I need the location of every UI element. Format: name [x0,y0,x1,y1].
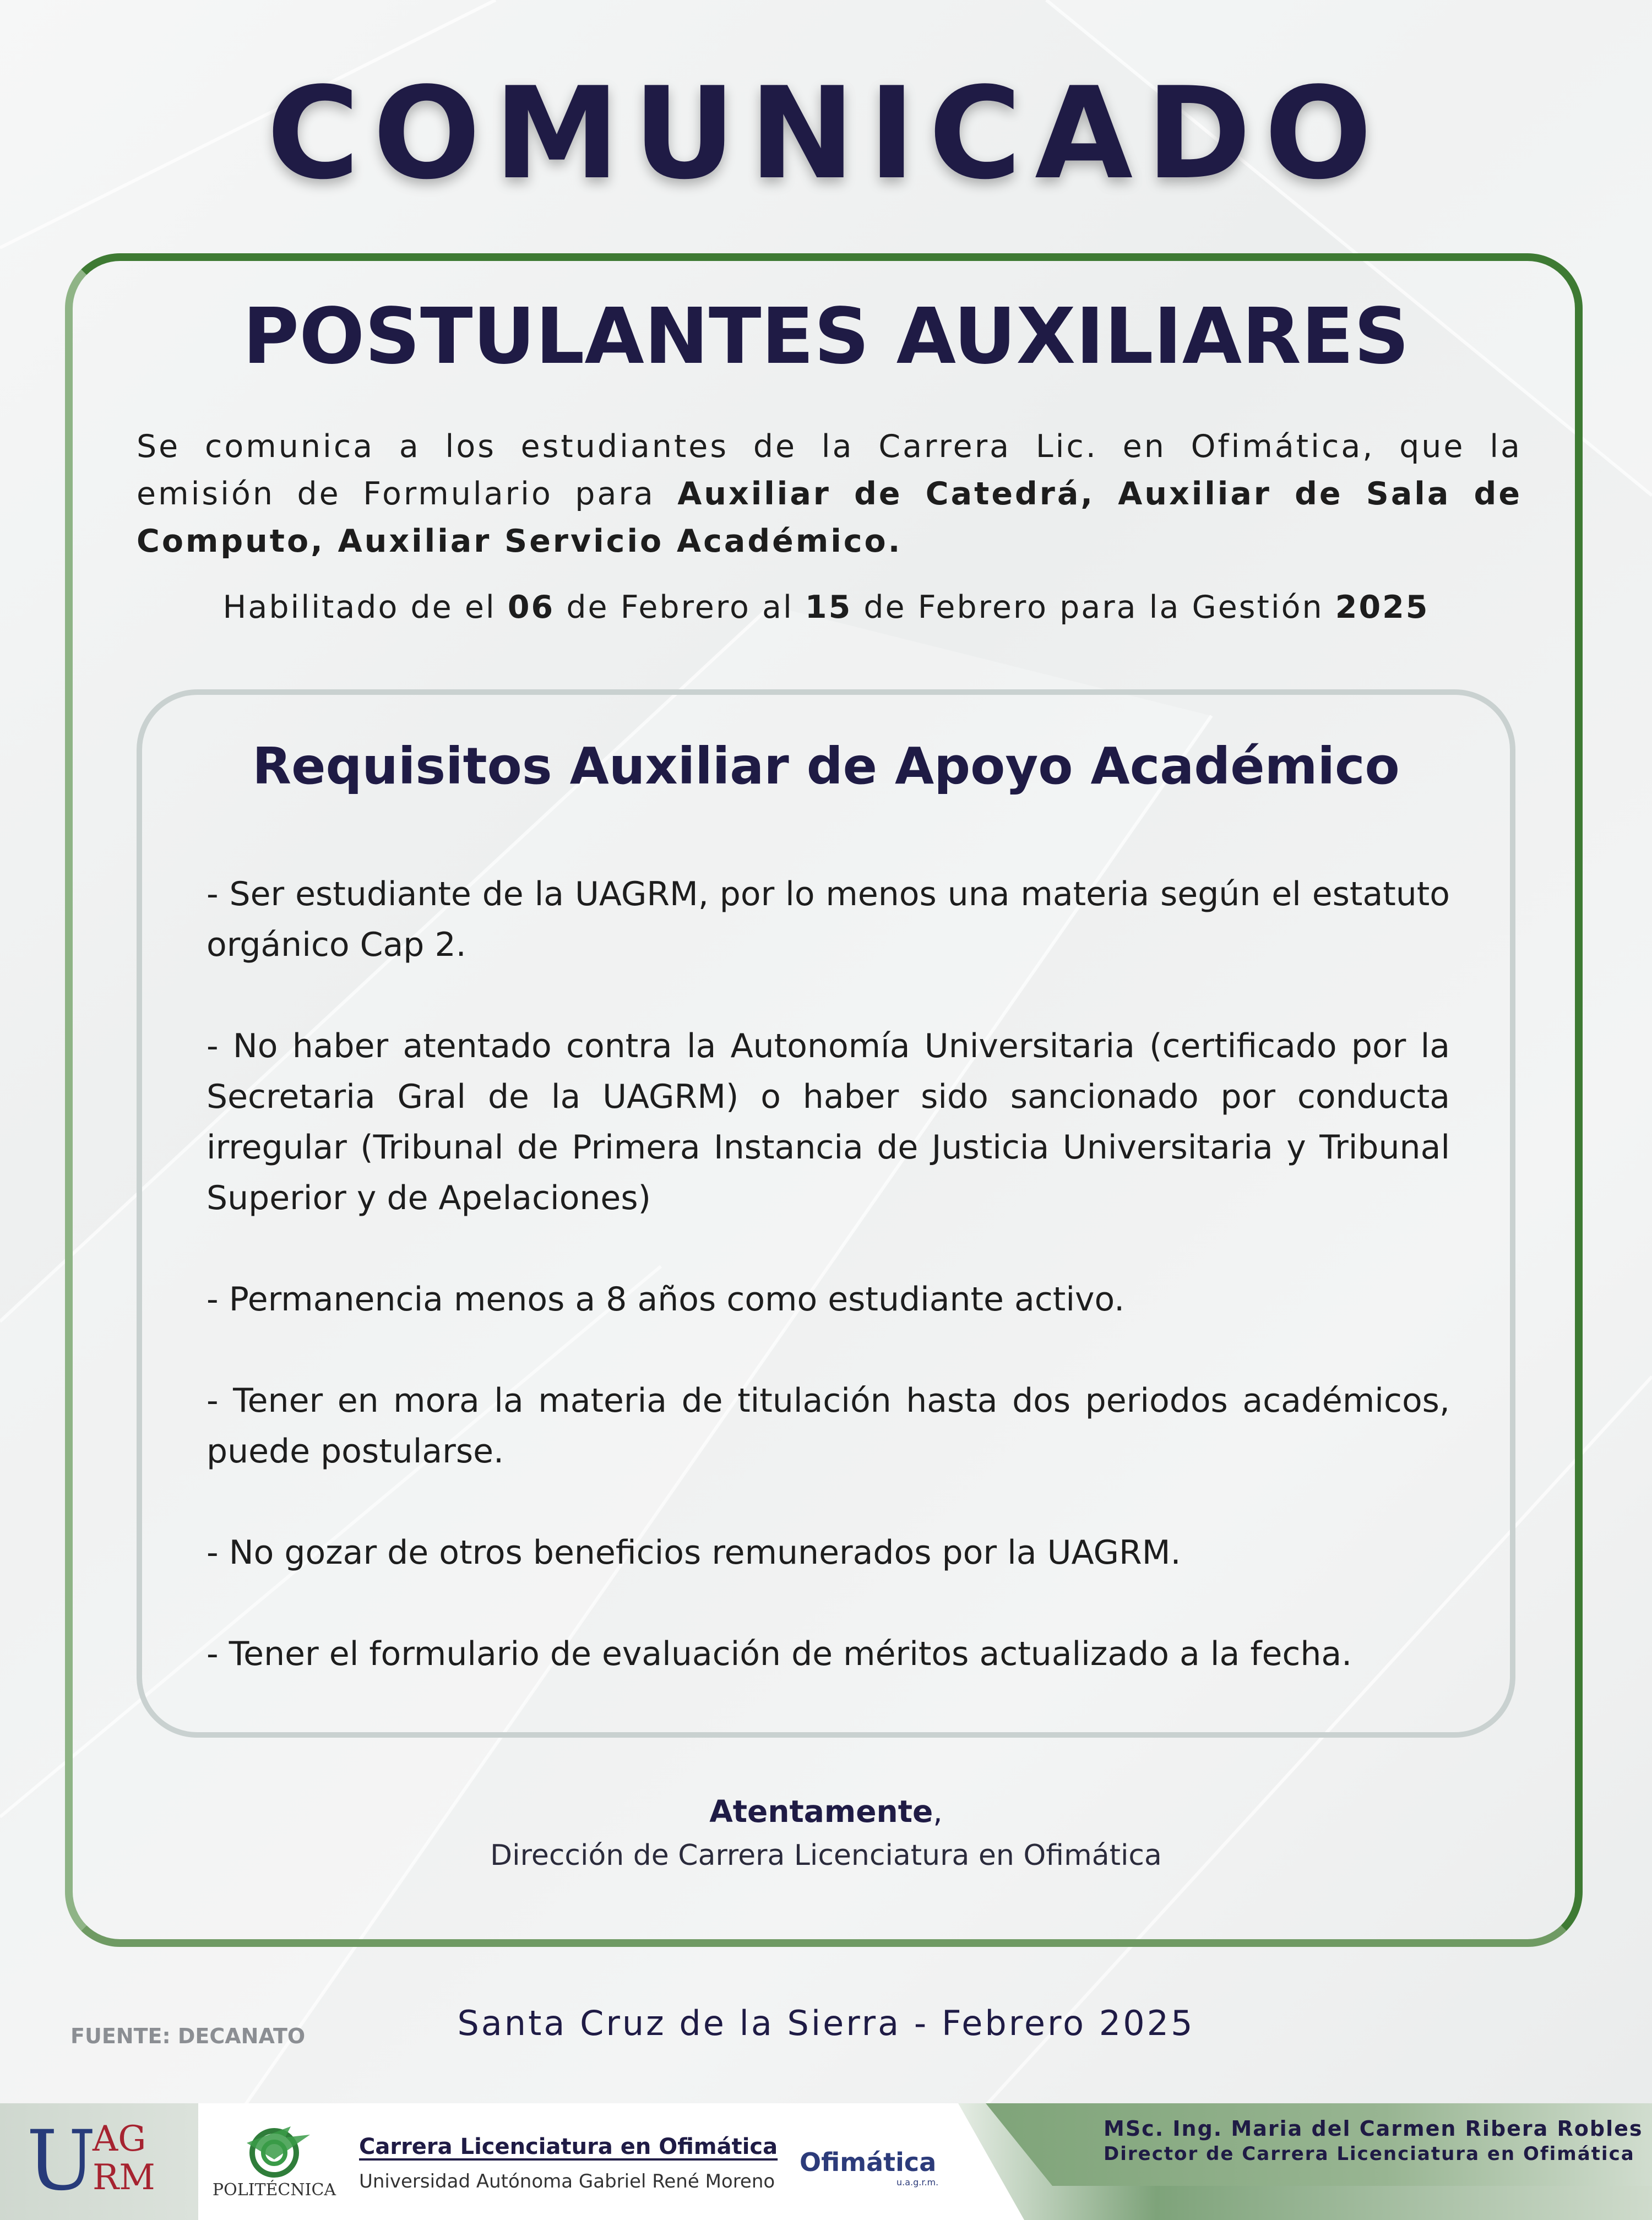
closing-salutation [0,1794,1652,1829]
requirements-list [206,869,1450,1730]
intro-text: Se comunica a los estudiantes de la Carrera Lic. en Ofimática, que la emisión de Formulario para [137,428,1522,512]
politecnica-logo [208,2121,340,2203]
list-item: - Tener el formulario de evaluación de méritos actualizado a la fecha. [206,1635,1352,1673]
uagrm-logo-u: U [26,2113,96,2209]
politecnica-logo-text: POLITÉCNICA [212,2180,336,2200]
management-year: 2025 [1335,589,1430,625]
list-item: - Ser estudiante de la UAGRM, por lo menos una materia según el estatuto orgánico Cap 2. [206,875,1450,964]
closing-organization: Dirección de Carrera Licenciatura en Ofimática [490,1839,1162,1872]
source-note: FUENTE: DECANATO [70,2024,306,2048]
enabled-dates [0,589,1652,625]
notice-subtitle: POSTULANTES AUXILIARES [242,292,1410,382]
director-name: MSc. Ing. Maria del Carmen Ribera Robles [1104,2116,1643,2141]
list-item: - No gozar de otros beneficios remunerados por la UAGRM. [206,1533,1181,1572]
dates-suffix: de Febrero para la Gestión [852,589,1335,625]
dates-prefix: Habilitado de el [222,589,508,625]
place-date: Santa Cruz de la Sierra - Febrero 2025 [457,2003,1195,2043]
uagrm-logo-rm: RM [93,2157,155,2198]
notice-intro [137,423,1522,565]
intro-positions: Auxiliar de Catedrá, Auxiliar de Sala de Computo, Auxiliar Servicio Académico. [137,476,1522,559]
director-title: Director de Carrera Licenciatura en Ofimática [1104,2143,1635,2165]
salutation-comma: , [933,1794,943,1829]
ofimatica-logo: Ofimática [800,2147,937,2177]
requirements-title: Requisitos Auxiliar de Apoyo Académico [252,737,1400,796]
politecnica-emblem-icon [208,2121,340,2181]
uagrm-logo-ag: AG [93,2119,146,2159]
list-item: - Tener en mora la materia de titulación hasta dos periodos académicos, puede postularse. [206,1381,1450,1471]
start-day: 06 [507,589,555,625]
career-name: Carrera Licenciatura en Ofimática [359,2134,778,2159]
university-name: Universidad Autónoma Gabriel René Moreno [359,2170,775,2192]
dates-middle: de Febrero al [555,589,805,625]
uagrm-logo [26,2113,175,2209]
list-item: - No haber atentado contra la Autonomía Universitaria (certificado por la Secretaria Gral de la UAGRM) o haber sido sancionado por conducta irregular (Tribunal de Primera Instancia de Justicia Universitaria y Tribunal Superior y de Apelaciones) [206,1027,1450,1217]
salutation-word: Atentamente [709,1794,933,1829]
ofimatica-logo-sub: u.a.g.r.m. [896,2177,939,2188]
end-day: 15 [805,589,852,625]
main-title: COMUNICADO [267,61,1385,208]
list-item: - Permanencia menos a 8 años como estudiante activo. [206,1280,1125,1319]
